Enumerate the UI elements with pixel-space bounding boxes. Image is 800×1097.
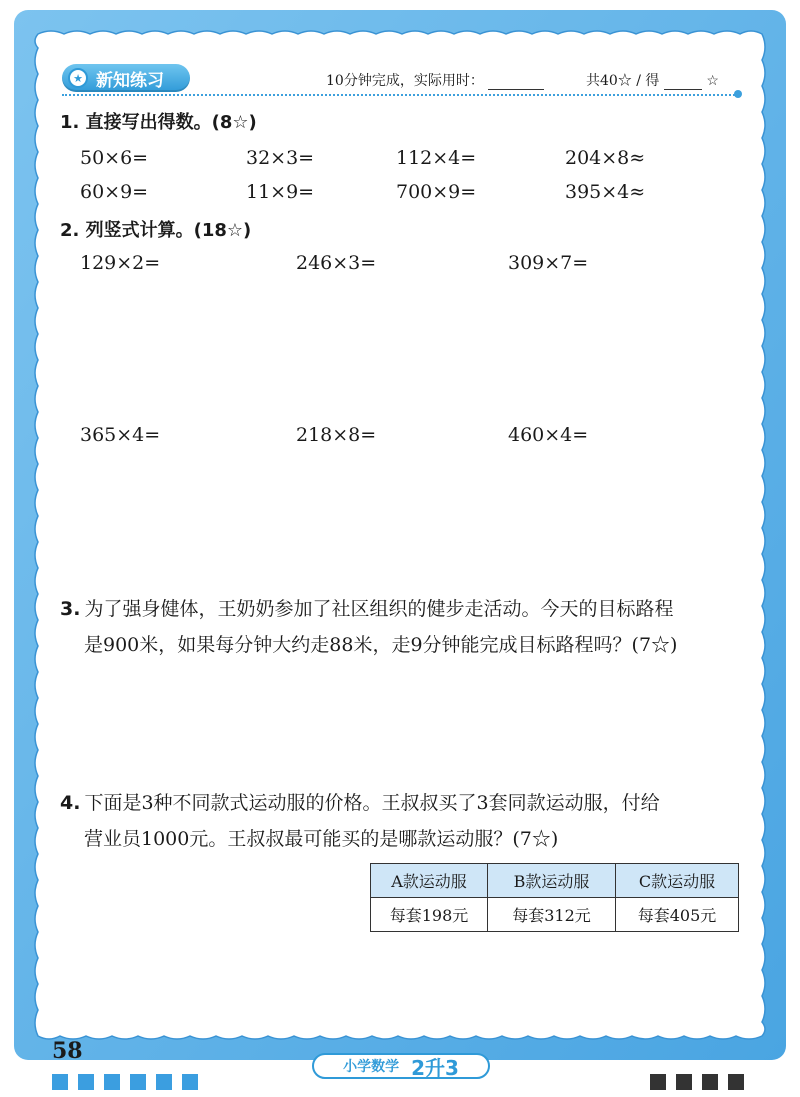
- q2-expression: 460×4=: [508, 424, 589, 446]
- footer-stripes-right: [650, 1074, 754, 1093]
- time-blank[interactable]: [488, 75, 544, 90]
- q3-text: 为了强身健体，王奶奶参加了社区组织的健步走活动。今天的目标路程: [84, 598, 674, 620]
- q4-line-1: [60, 783, 660, 823]
- q1-expression: 60×9=: [80, 181, 149, 203]
- stripe-block: [78, 1074, 94, 1090]
- score-blank[interactable]: [664, 75, 702, 90]
- q2-expression: 129×2=: [80, 252, 161, 274]
- section-badge: [62, 64, 190, 92]
- q2-expression: 365×4=: [80, 424, 161, 446]
- page-number: 58: [52, 1038, 83, 1064]
- q1-heading: 1. 直接写出得数。(8☆): [60, 112, 257, 133]
- time-record: [326, 70, 544, 90]
- header-divider: [62, 94, 738, 96]
- q3-line-2: 是900米，如果每分钟大约走88米，走9分钟能完成目标路程吗？(7☆): [84, 634, 678, 656]
- q1-expression: 112×4=: [396, 147, 477, 169]
- stripe-block: [52, 1074, 68, 1090]
- q3-number: 3.: [60, 598, 81, 620]
- q4-number: 4.: [60, 792, 81, 814]
- q1-expression: 700×9=: [396, 181, 477, 203]
- q1-expression: 50×6=: [80, 147, 149, 169]
- price-table-header-row: [371, 864, 739, 898]
- q1-expression: 395×4≈: [565, 181, 646, 203]
- q2-heading: 2. 列竖式计算。(18☆): [60, 220, 252, 241]
- score-record: [586, 70, 719, 90]
- stripe-block: [130, 1074, 146, 1090]
- table-cell: 每套198元: [371, 898, 488, 932]
- price-table: [370, 863, 739, 932]
- q2-expression: 309×7=: [508, 252, 589, 274]
- table-header-cell: B款运动服: [488, 864, 616, 898]
- q1-expression: 11×9=: [246, 181, 315, 203]
- section-badge-label: 新知练习: [96, 70, 164, 91]
- stripe-block: [728, 1074, 744, 1090]
- table-cell: 每套405元: [616, 898, 739, 932]
- stripe-block: [156, 1074, 172, 1090]
- footer-stripes-left: [52, 1074, 208, 1093]
- medal-icon: ★: [68, 68, 88, 88]
- q1-expression: 204×8≈: [565, 147, 646, 169]
- q2-expression: 246×3=: [296, 252, 377, 274]
- q1-expression: 32×3=: [246, 147, 315, 169]
- stripe-block: [650, 1074, 666, 1090]
- stripe-block: [702, 1074, 718, 1090]
- table-header-cell: C款运动服: [616, 864, 739, 898]
- content-area: [48, 48, 752, 1023]
- book-title-pill: [312, 1053, 490, 1079]
- stripe-block: [182, 1074, 198, 1090]
- q4-line-2: 营业员1000元。王叔叔最可能买的是哪款运动服？(7☆): [84, 828, 559, 850]
- table-cell: 每套312元: [488, 898, 616, 932]
- score-star: ☆: [706, 73, 719, 89]
- q4-text: 下面是3种不同款式运动服的价格。王叔叔买了3套同款运动服，付给: [84, 792, 660, 814]
- stripe-block: [104, 1074, 120, 1090]
- book-title: 小学数学: [343, 1059, 400, 1075]
- time-record-label: 10分钟完成，实际用时：: [326, 73, 484, 89]
- book-grade: 2升3: [411, 1055, 459, 1080]
- score-label: 共40☆ / 得: [586, 73, 660, 89]
- table-header-cell: A款运动服: [371, 864, 488, 898]
- price-table-row: [371, 898, 739, 932]
- divider-dot: [734, 90, 742, 98]
- q3-line-1: [60, 589, 673, 629]
- q2-expression: 218×8=: [296, 424, 377, 446]
- stripe-block: [676, 1074, 692, 1090]
